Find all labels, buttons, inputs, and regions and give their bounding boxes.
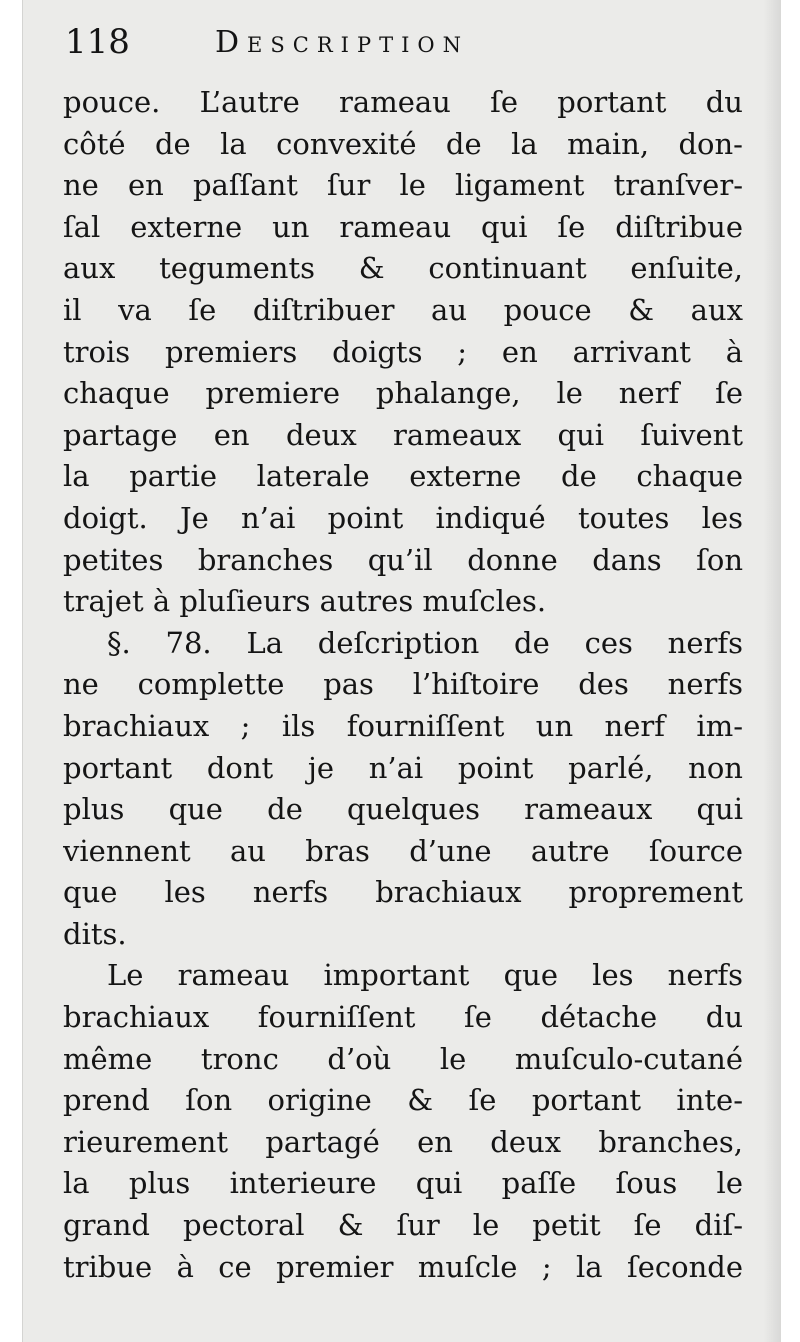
text-line: tribue à ce premier muſcle ; la ſeconde [63,1249,743,1284]
text-line: portant dont je n’ai point parlé, non [63,750,743,785]
text-line: plus que de quelques rameaux qui [63,792,743,827]
text-line: doigt. Je n’ai point indiqué toutes les [63,500,743,535]
text-line: rieurement partagé en deux branches, [63,1124,743,1159]
text-line: côté de la convexité de la main, don- [63,126,743,161]
text-line: prend ſon origine & ſe portant inte- [63,1083,743,1118]
text-line: ne en paſſant ſur le ligament tranſver- [63,168,743,203]
text-line: brachiaux fourniſſent ſe détache du [63,1000,743,1035]
text-line: ne complette pas l’hiſtoire des nerfs [63,667,743,702]
text-line: partage en deux rameaux qui ſuivent [63,417,743,452]
text-line: aux teguments & continuant enſuite, [63,251,743,286]
text-line: la plus interieure qui paſſe ſous le [63,1166,743,1201]
text-line: viennent au bras d’une autre ſource [63,833,743,868]
text-line: même tronc d’où le muſculo-cutané [63,1041,743,1076]
book-page [22,0,781,1342]
text-line: que les nerfs brachiaux proprement [63,875,743,910]
page-header [65,14,625,64]
text-line: pouce. L’autre rameau ſe portant du [63,85,743,119]
text-line: la partie laterale externe de chaque [63,459,743,494]
paragraph-section-78 [63,623,743,956]
body-text [63,82,743,1288]
text-line: dits. [63,916,127,951]
text-line: chaque premiere phalange, le nerf ſe [63,376,743,411]
page-number: 118 [65,22,130,62]
text-line: trajet à pluſieurs autres muſcles. [63,584,547,619]
text-line: petites branches qu’il donne dans ſon [63,542,743,577]
text-line: il va ſe diſtribuer au pouce & aux [63,292,743,327]
paragraph [63,955,743,1288]
running-title: Description [215,25,469,60]
text-line: trois premiers doigts ; en arrivant à [63,334,743,369]
text-line: Le rameau important que les nerfs [107,958,743,993]
text-line: brachiaux ; ils fourniſſent un nerf im- [63,708,743,743]
paragraph-continuation [63,82,743,623]
text-line: §. 78. La deſcription de ces nerfs [107,625,743,660]
text-line: ſal externe un rameau qui ſe diſtribue [63,209,743,244]
text-line: grand pectoral & ſur le petit ſe diſ- [63,1208,743,1243]
